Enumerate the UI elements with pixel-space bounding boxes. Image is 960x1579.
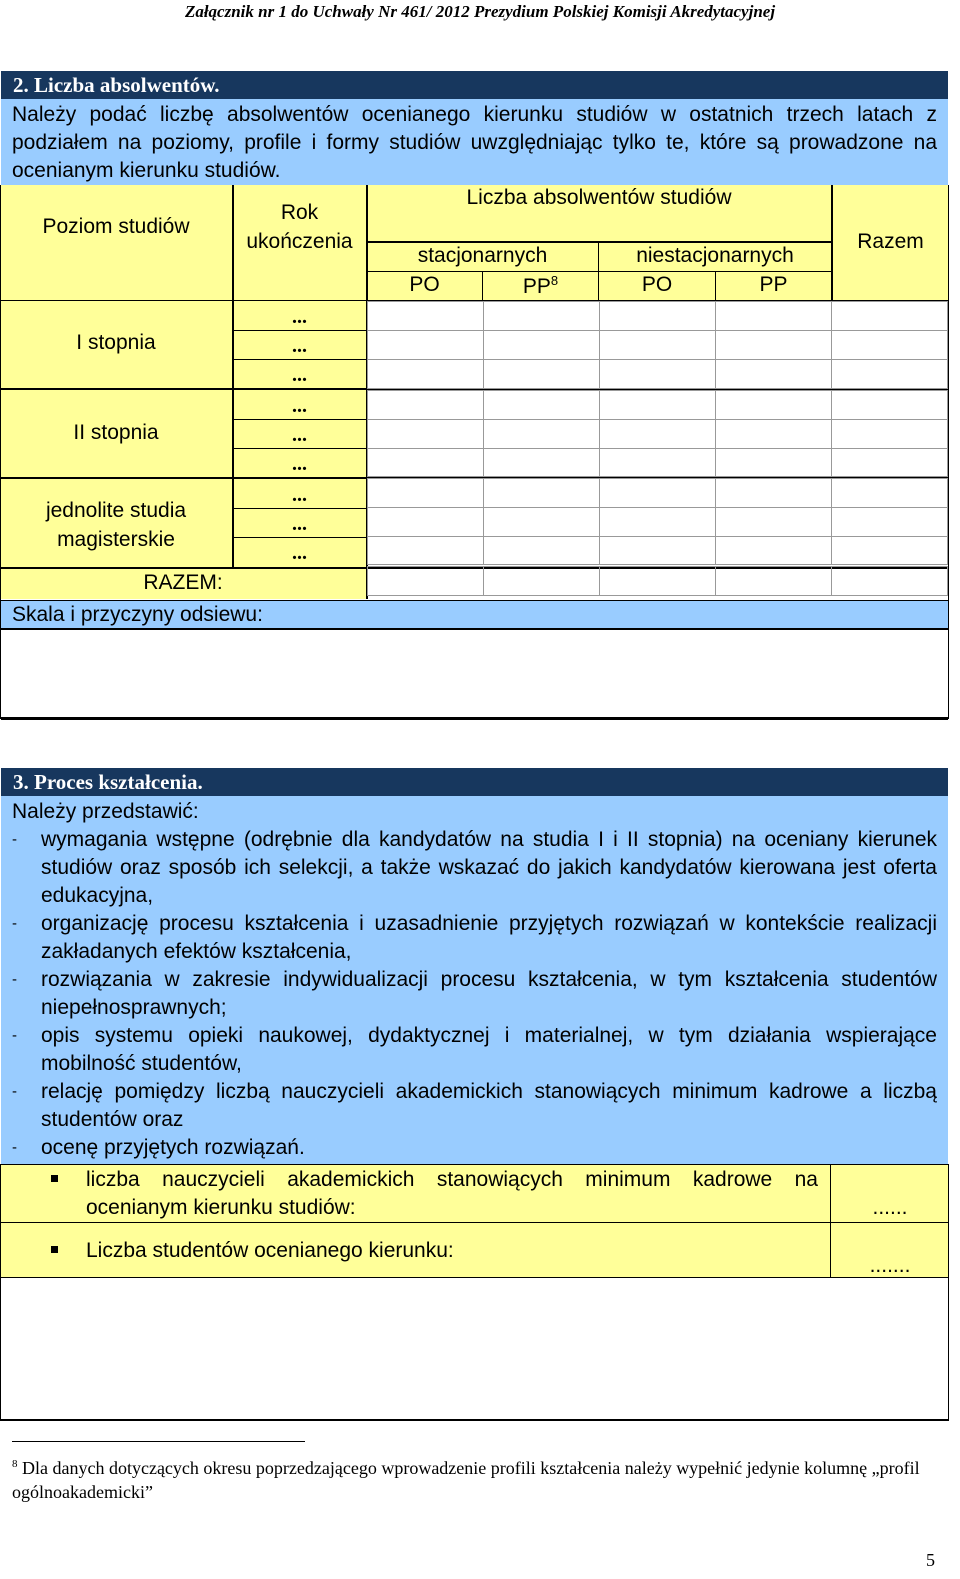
sum-cell[interactable] xyxy=(368,567,484,596)
data-cell[interactable] xyxy=(832,360,948,389)
year-cell[interactable]: ... xyxy=(292,335,307,357)
data-cell[interactable] xyxy=(832,479,948,508)
section-3-title: 3. Proces kształcenia. xyxy=(1,768,948,796)
data-cell[interactable] xyxy=(832,508,948,537)
data-cell[interactable] xyxy=(599,537,716,565)
data-cell[interactable] xyxy=(483,449,599,477)
data-cell[interactable] xyxy=(599,508,716,537)
data-cell[interactable] xyxy=(368,331,484,360)
year-cell[interactable]: ... xyxy=(292,453,307,475)
data-cell[interactable] xyxy=(483,420,599,449)
data-cell[interactable] xyxy=(716,360,832,389)
data-cell[interactable] xyxy=(368,420,484,449)
sum-row-label: RAZEM: xyxy=(143,571,223,594)
data-cell[interactable] xyxy=(716,479,832,508)
data-cell[interactable] xyxy=(599,391,716,420)
data-cell[interactable] xyxy=(483,360,599,389)
data-cell[interactable] xyxy=(483,508,599,537)
sum-cell[interactable] xyxy=(716,567,832,596)
sum-cell[interactable] xyxy=(832,567,948,596)
col-total-label: Razem xyxy=(857,230,924,253)
data-cell[interactable] xyxy=(483,479,599,508)
data-cell[interactable] xyxy=(832,537,948,565)
data-cell[interactable] xyxy=(832,420,948,449)
stat-teachers-label: liczba nauczycieli akademickich stanowiących minimum kadrowe na ocenianym kierunku studiów: xyxy=(86,1168,818,1219)
level-long-cycle: jednolite studia magisterskie xyxy=(45,499,187,551)
data-cell[interactable] xyxy=(483,302,599,331)
data-cell[interactable] xyxy=(832,449,948,477)
data-cell[interactable] xyxy=(368,449,484,477)
stat-students-label: Liczba studentów ocenianego kierunku: xyxy=(86,1239,454,1262)
square-bullet-icon xyxy=(51,1175,58,1182)
data-cell[interactable] xyxy=(483,331,599,360)
col-year-label-2: ukończenia xyxy=(246,230,353,253)
section-3-description xyxy=(1,796,948,1164)
year-cell[interactable]: ... xyxy=(292,542,307,564)
section-3-intro: Należy przedstawić: xyxy=(12,800,199,823)
year-cell[interactable]: ... xyxy=(292,395,307,417)
sum-cell[interactable] xyxy=(483,567,599,596)
requirement-item: - relację pomiędzy liczbą nauczycieli akademickich stanowiących minimum kadrowe a liczbą studentów oraz xyxy=(12,1078,937,1134)
col-year-label-1: Rok xyxy=(280,201,319,224)
requirement-item: - rozwiązania w zakresie indywidualizacji procesu kształcenia, w tym kształcenia studentów niepełnosprawnych; xyxy=(12,966,937,1022)
document-header: Załącznik nr 1 do Uchwały Nr 461/ 2012 Prezydium Polskiej Komisji Akredytacyjnej xyxy=(184,2,776,21)
footnote: $^8$ Dla danych dotyczących okresu poprzedzającego wprowadzenie profili kształcenia należy wypełnić jedynie kolumnę „profil ogólnoakademicki” xyxy=(12,1458,920,1502)
data-cell[interactable] xyxy=(599,479,716,508)
data-cell[interactable] xyxy=(832,391,948,420)
process-answer-field[interactable] xyxy=(1,1279,948,1421)
data-cell[interactable] xyxy=(368,360,484,389)
col-stat-pp-label: $PP^8$ xyxy=(522,273,559,298)
section-2-description: Należy podać liczbę absolwentów ocenianego kierunku studiów w ostatnich trzech latach z podziałem na poziomy, profile i formy studiów uwzględniając tylko te, które są prowadzone na ocenianym kierunku studiów. xyxy=(1,99,948,185)
col-stationary-label: stacjonarnych xyxy=(417,244,548,267)
data-cell[interactable] xyxy=(599,420,716,449)
col-level-label: Poziom studiów xyxy=(42,215,190,238)
stat-students-value[interactable]: ....... xyxy=(869,1254,911,1277)
data-cell[interactable] xyxy=(599,331,716,360)
data-cell[interactable] xyxy=(832,331,948,360)
data-cell[interactable] xyxy=(368,508,484,537)
requirement-item: - wymagania wstępne (odrębnie dla kandydatów na studia I i II stopnia) na oceniany kierunek studiów oraz sposób ich selekcji, a także wskazać do jakich kandydatów kierowana jest oferta edukacyjna, xyxy=(12,826,937,910)
data-cell[interactable] xyxy=(599,360,716,389)
data-cell[interactable] xyxy=(716,537,832,565)
dropout-label: Skala i przyczyny odsiewu: xyxy=(1,600,948,630)
stat-teachers-value[interactable]: ...... xyxy=(872,1196,908,1219)
data-cell[interactable] xyxy=(368,302,484,331)
section-2-title: 2. Liczba absolwentów. xyxy=(1,71,948,99)
year-cell[interactable]: ... xyxy=(292,513,307,535)
dropout-answer-field[interactable] xyxy=(1,630,948,720)
col-nonstat-pp-label: PP xyxy=(759,273,788,296)
footnote-separator xyxy=(12,1441,305,1442)
data-cell[interactable] xyxy=(716,331,832,360)
col-group-label: Liczba absolwentów studiów xyxy=(466,186,732,209)
level-first-cycle: I stopnia xyxy=(76,331,156,354)
year-cell[interactable]: ... xyxy=(292,424,307,446)
data-cell[interactable] xyxy=(483,537,599,565)
data-cell[interactable] xyxy=(368,391,484,420)
data-cell[interactable] xyxy=(716,508,832,537)
year-cell[interactable]: ... xyxy=(292,484,307,506)
data-cell[interactable] xyxy=(716,420,832,449)
graduates-data-grid xyxy=(367,301,948,596)
requirement-item: - ocenę przyjętych rozwiązań. xyxy=(12,1134,937,1162)
year-cell[interactable]: ... xyxy=(292,364,307,386)
data-cell[interactable] xyxy=(716,449,832,477)
page-number: 5 xyxy=(926,1550,935,1570)
sum-cell[interactable] xyxy=(599,567,716,596)
requirement-item: - organizację procesu kształcenia i uzasadnienie przyjętych rozwiązań w kontekście realizacji zakładanych efektów kształcenia, xyxy=(12,910,937,966)
square-bullet-icon xyxy=(51,1246,58,1253)
col-stat-po-label: PO xyxy=(409,273,440,296)
data-cell[interactable] xyxy=(599,449,716,477)
data-cell[interactable] xyxy=(716,391,832,420)
data-cell[interactable] xyxy=(599,302,716,331)
year-cell[interactable]: ... xyxy=(292,306,307,328)
requirement-item: - opis systemu opieki naukowej, dydaktycznej i materialnej, w tym działania wspierające mobilność studentów, xyxy=(12,1022,937,1078)
data-cell[interactable] xyxy=(716,302,832,331)
level-second-cycle: II stopnia xyxy=(73,421,159,444)
col-nonstationary-label: niestacjonarnych xyxy=(636,244,794,267)
data-cell[interactable] xyxy=(368,479,484,508)
col-nonstat-po-label: PO xyxy=(641,273,673,296)
data-cell[interactable] xyxy=(368,537,484,565)
data-cell[interactable] xyxy=(483,391,599,420)
data-cell[interactable] xyxy=(832,302,948,331)
